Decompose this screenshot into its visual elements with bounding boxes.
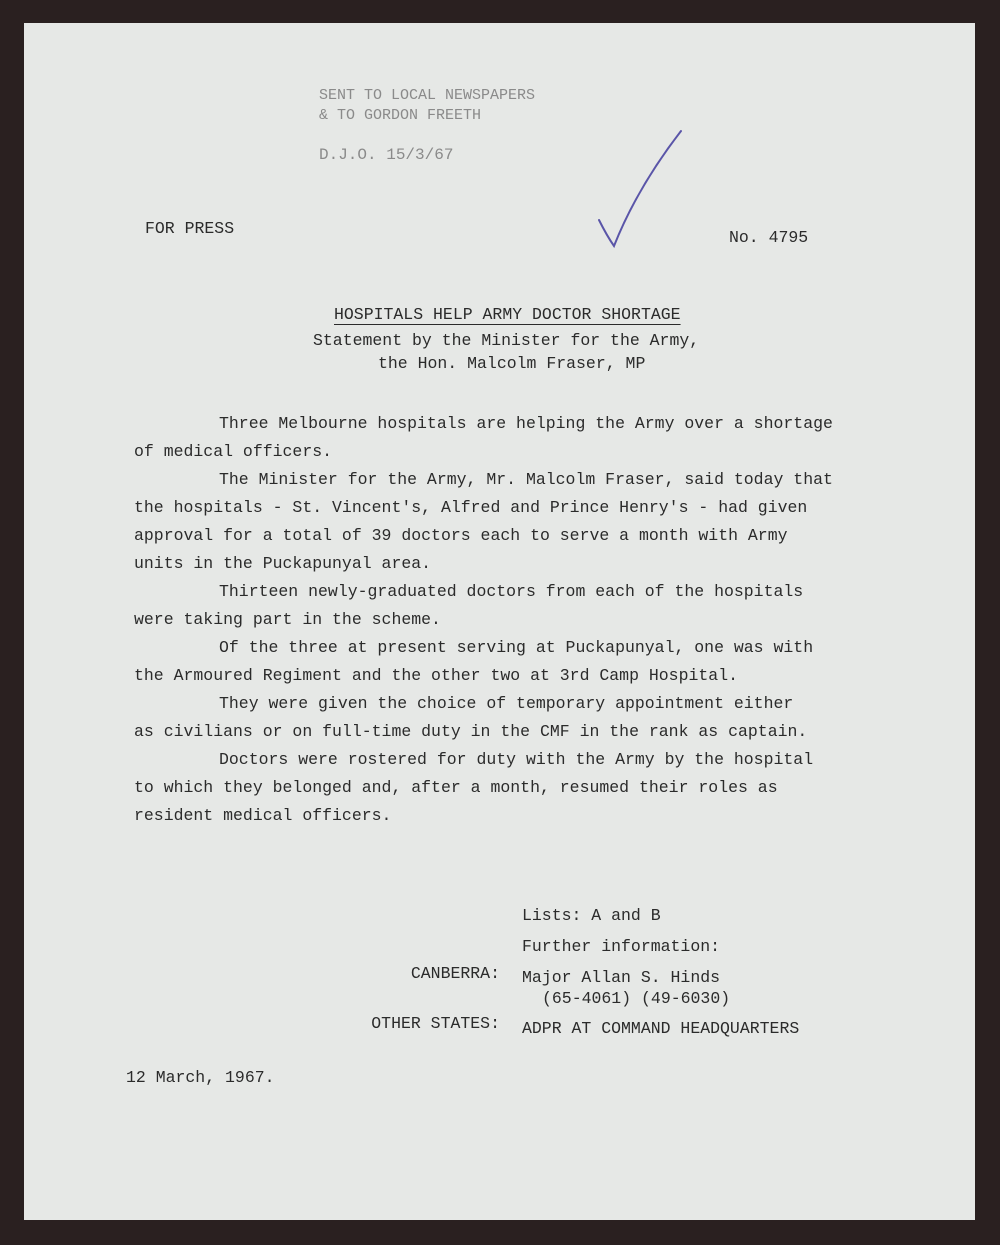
paragraph-2-line: the hospitals - St. Vincent's, Alfred and Prince Henry's - had given [134,498,808,517]
paragraph-5-first-line: They were given the choice of temporary appointment either [219,694,794,713]
paragraph-6-first-line: Doctors were rostered for duty with the Army by the hospital [219,750,814,769]
distribution-stamp [319,86,535,126]
stamp-line-1: SENT TO LOCAL NEWSPAPERS [319,87,536,104]
stamp-initials-date: D.J.O. 15/3/67 [319,146,454,164]
body-text [134,410,894,830]
document-page [24,23,975,1220]
paragraph-2-line: units in the Puckapunyal area. [134,554,432,573]
canberra-contact: Major Allan S. Hinds [522,968,721,987]
paragraph-4-line: the Armoured Regiment and the other two at 3rd Camp Hospital. [134,666,738,685]
paragraph-3-first-line: Thirteen newly-graduated doctors from each of the hospitals [219,582,804,601]
checkmark-icon [597,128,687,253]
subtitle-line-1: Statement by the Minister for the Army, [313,331,700,350]
for-press-label: FOR PRESS [145,219,235,238]
release-number: No. 4795 [729,228,809,247]
paragraph-6-line: to which they belonged and, after a month, resumed their roles as [134,778,778,797]
paragraph-2-first-line: The Minister for the Army, Mr. Malcolm Fraser, said today that [219,470,833,489]
paragraph-4-first-line: Of the three at present serving at Puckapunyal, one was with [219,638,814,657]
lists-line: Lists: A and B [522,906,661,925]
paragraph-6-line: resident medical officers. [134,806,392,825]
stamp-line-2: & TO GORDON FREETH [319,107,482,124]
page-title: HOSPITALS HELP ARMY DOCTOR SHORTAGE [334,305,681,324]
subtitle-line-2: the Hon. Malcolm Fraser, MP [378,354,646,373]
paragraph-1-first-line: Three Melbourne hospitals are helping the Army over a shortage [219,414,833,433]
canberra-phones: (65-4061) (49-6030) [542,989,731,1008]
paragraph-2-line: approval for a total of 39 doctors each to serve a month with Army [134,526,788,545]
paragraph-5-line: as civilians or on full-time duty in the CMF in the rank as captain. [134,722,808,741]
other-states-contact: ADPR AT COMMAND HEADQUARTERS [522,1019,800,1038]
paragraph-1-line: of medical officers. [134,442,333,461]
canberra-label: CANBERRA: [410,964,500,983]
paragraph-3-line: were taking part in the scheme. [134,610,441,629]
release-date: 12 March, 1967. [126,1068,275,1087]
other-states-label: OTHER STATES: [371,1014,500,1033]
further-information-label: Further information: [522,937,721,956]
